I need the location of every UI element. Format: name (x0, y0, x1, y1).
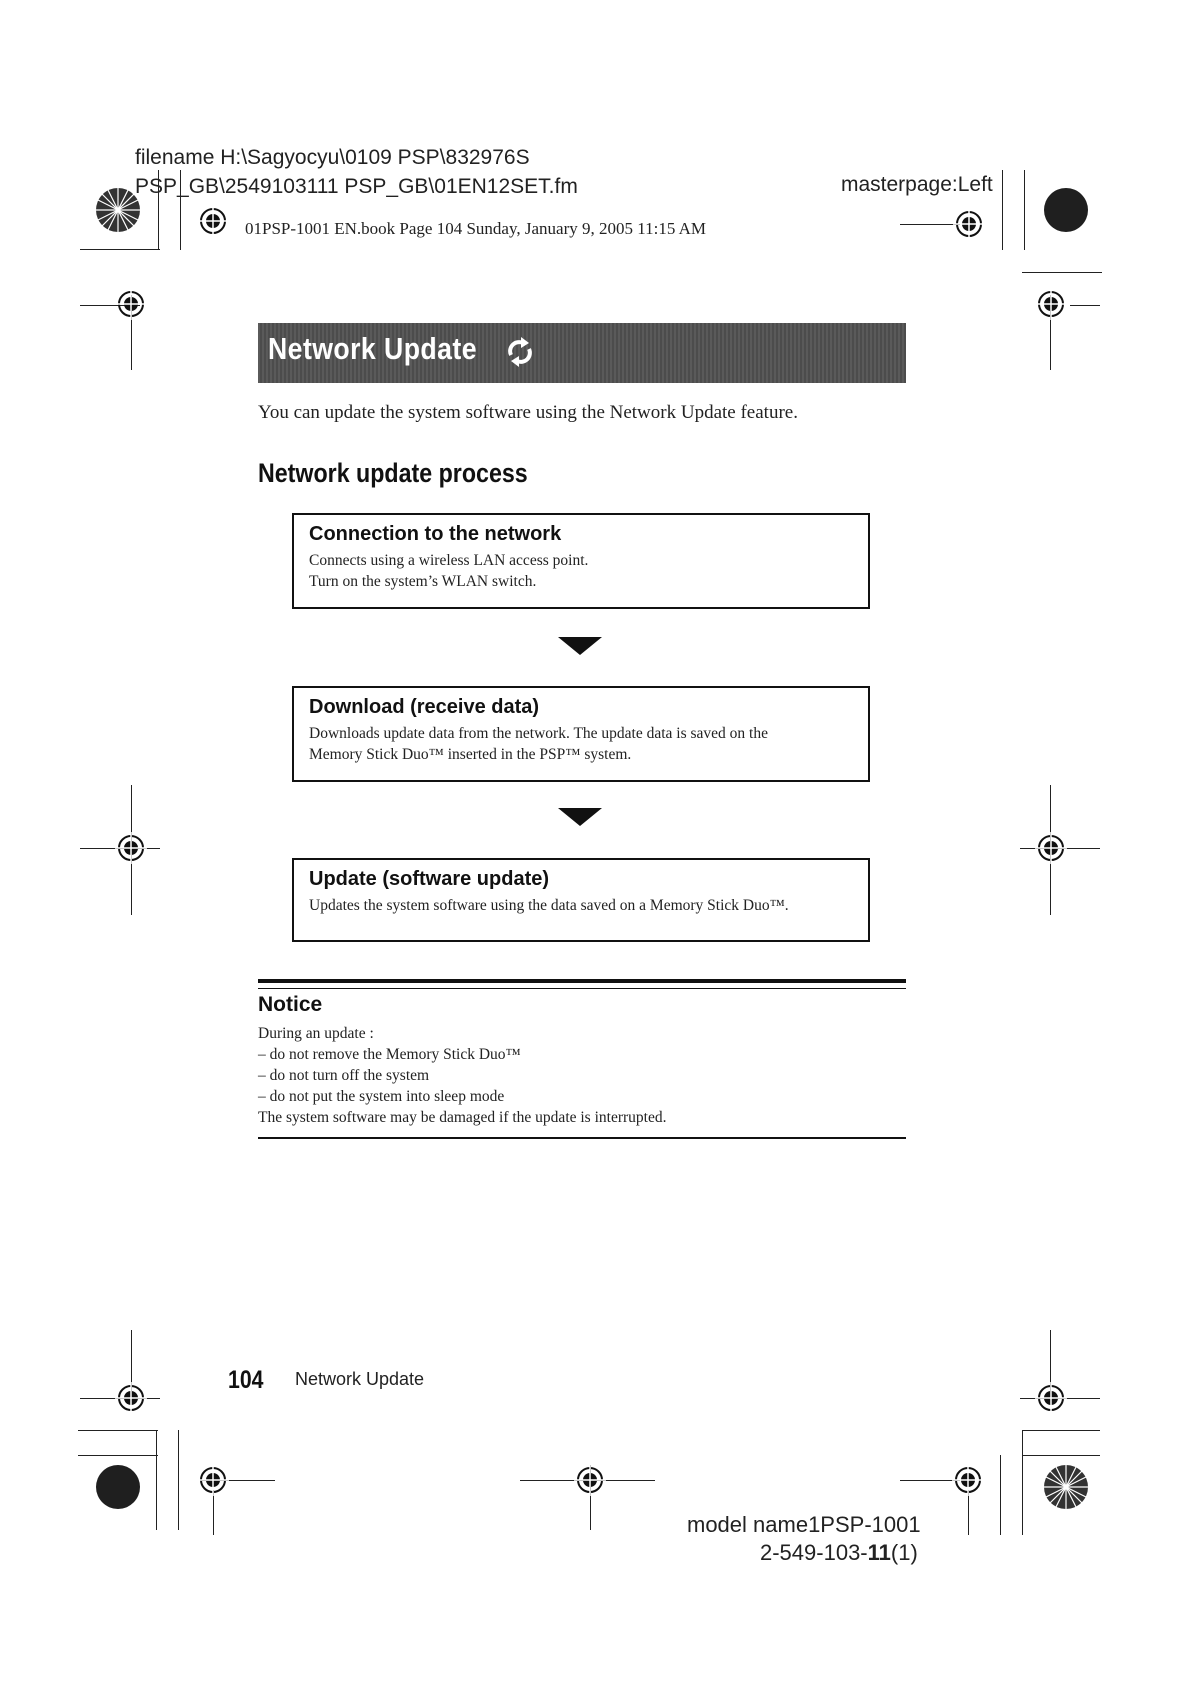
registration-mark-icon (950, 205, 988, 243)
section-heading: Network update process (258, 458, 528, 488)
step-line: Memory Stick Duo™ inserted in the PSP™ system. (309, 746, 632, 763)
down-arrow-icon (558, 808, 602, 826)
notice-line: – do not turn off the system (258, 1067, 430, 1084)
model-code-suffix: (1) (890, 1540, 918, 1565)
notice-line: – do not put the system into sleep mode (258, 1088, 505, 1105)
star-target-icon (1042, 1463, 1090, 1511)
registration-mark-icon (1032, 285, 1070, 323)
step-line: Updates the system software using the data saved on a Memory Stick Duo™. (309, 897, 789, 914)
notice-body (258, 1023, 906, 1128)
step-download (292, 686, 870, 782)
book-info: 01PSP-1001 EN.book Page 104 Sunday, January 9, 2005 11:15 AM (245, 219, 707, 238)
down-arrow-icon (558, 637, 602, 655)
notice-rule-thick (258, 979, 906, 983)
registration-mark-icon (112, 285, 150, 323)
filename-line-1: filename H:\Sagyocyu\0109 PSP\832976S (135, 146, 530, 169)
model-name: model name1PSP-1001 (687, 1512, 921, 1537)
registration-mark-icon (112, 1379, 150, 1417)
page-number: 104 (228, 1366, 264, 1394)
step-title: Update (software update) (309, 868, 550, 890)
model-code-prefix: 2-549-103- (760, 1540, 868, 1565)
step-line: Connects using a wireless LAN access point. (309, 552, 589, 569)
masterpage-label: masterpage:Left (841, 173, 993, 196)
registration-mark-icon (571, 1461, 609, 1499)
notice-line: – do not remove the Memory Stick Duo™ (258, 1046, 521, 1063)
step-line: Turn on the system’s WLAN switch. (309, 573, 537, 590)
step-update (292, 858, 870, 942)
registration-mark-icon (194, 202, 232, 240)
solid-target-icon (1042, 186, 1090, 234)
step-title: Download (receive data) (309, 696, 540, 718)
registration-mark-icon (1032, 1379, 1070, 1417)
model-code-bold: 11 (867, 1540, 891, 1565)
registration-mark-icon (949, 1461, 987, 1499)
notice-line: The system software may be damaged if the update is interrupted. (258, 1109, 667, 1126)
model-code (760, 1540, 918, 1566)
step-title: Connection to the network (309, 523, 562, 545)
registration-mark-icon (1032, 829, 1070, 867)
footer-section: Network Update (295, 1369, 425, 1389)
notice-heading: Notice (258, 993, 323, 1016)
page-title-bar (258, 323, 906, 383)
notice-rule-bottom (258, 1137, 906, 1139)
step-connection (292, 513, 870, 609)
intro-text: You can update the system software using the Network Update feature. (258, 402, 798, 423)
step-line: Downloads update data from the network. The update data is saved on the (309, 725, 768, 742)
registration-mark-icon (112, 829, 150, 867)
refresh-arrows-icon (503, 335, 537, 369)
registration-mark-icon (194, 1461, 232, 1499)
page-title: Network Update (268, 331, 477, 366)
solid-target-icon (94, 1463, 142, 1511)
filename-line-2: PSP_GB\2549103111 PSP_GB\01EN12SET.fm (135, 175, 578, 198)
notice-line: During an update : (258, 1025, 374, 1042)
notice-rule-thin (258, 988, 906, 989)
